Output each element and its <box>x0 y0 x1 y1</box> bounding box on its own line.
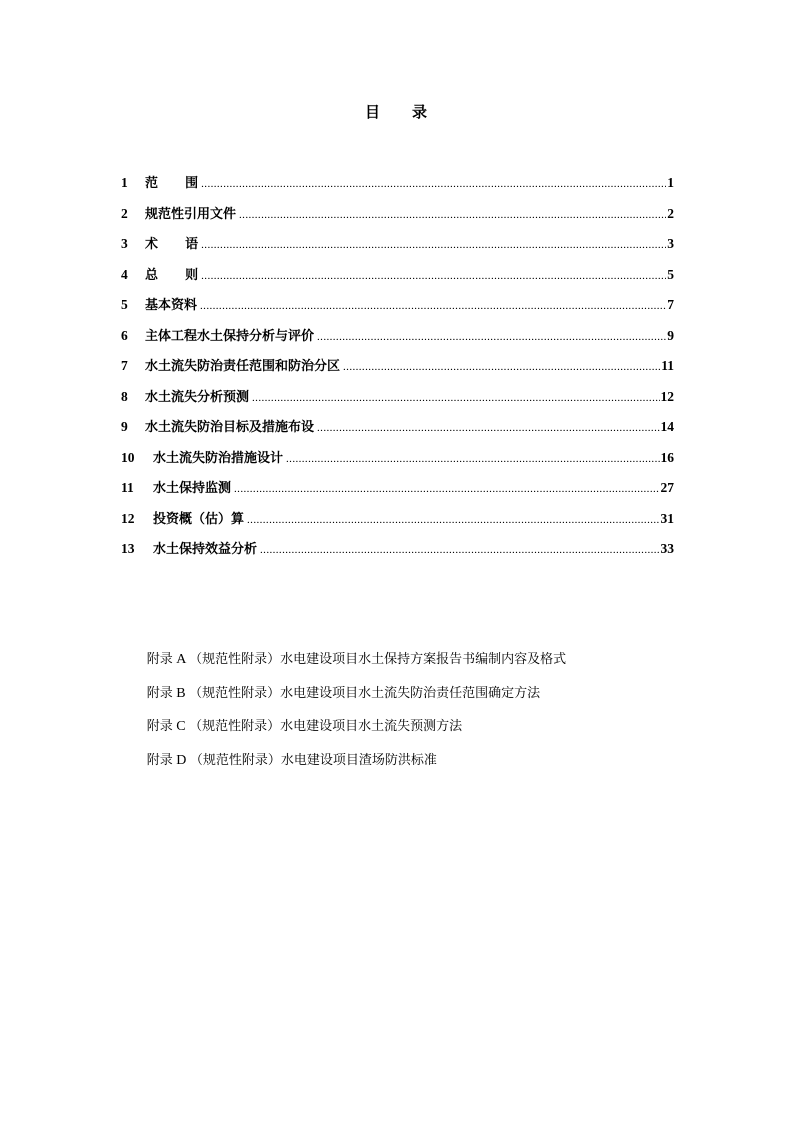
appendix-letter-text: C <box>176 719 186 734</box>
toc-entry-page: 2 <box>667 205 674 221</box>
appendix-list <box>121 632 681 766</box>
toc-entry-page: 5 <box>667 266 674 282</box>
toc-entry[interactable] <box>121 264 674 295</box>
appendix-prefix: 附录 <box>146 752 173 768</box>
toc-entry[interactable] <box>121 447 674 478</box>
toc-entry-label: 水土保持效益分析 <box>153 542 258 557</box>
toc-entry-page: 31 <box>660 510 674 526</box>
appendix-prefix: 附录 <box>146 685 173 701</box>
toc-entry-number: 8 <box>121 388 128 404</box>
appendix-entry[interactable] <box>121 632 681 666</box>
appendix-title: （规范性附录）水电建设项目渣场防洪标准 <box>189 752 437 768</box>
toc-entry-page: 1 <box>667 175 674 190</box>
toc-title-char: 目 <box>364 103 382 121</box>
toc-leader-dots <box>201 178 666 190</box>
toc-entry-label: 水土流失防治责任范围和防治分区 <box>145 359 341 374</box>
appendix-title: （规范性附录）水电建设项目水土流失预测方法 <box>189 719 463 734</box>
toc-leader-dots <box>247 514 659 526</box>
toc-entry-number: 12 <box>121 510 135 526</box>
toc-entry-label: 水土流失防治目标及措施布设 <box>145 420 315 435</box>
toc-entry-page: 33 <box>660 541 674 556</box>
toc-leader-dots <box>200 300 666 312</box>
appendix-letter <box>173 652 189 667</box>
toc-leader-dots <box>201 239 666 251</box>
toc-entry-label: 水土保持监测 <box>153 481 232 496</box>
toc-entry-number: 6 <box>121 327 128 343</box>
toc-entry-number: 11 <box>121 480 134 495</box>
toc-entry-label: 基本资料 <box>145 298 198 313</box>
toc-entry[interactable] <box>121 172 674 203</box>
toc-entry-page: 9 <box>667 327 674 343</box>
appendix-entry[interactable] <box>121 666 681 700</box>
toc-leader-dots <box>343 361 660 373</box>
toc-entry-label: 规范性引用文件 <box>145 206 237 222</box>
toc-entry-number: 2 <box>121 205 128 221</box>
appendix-letter <box>173 719 189 734</box>
toc-leader-dots <box>252 392 659 404</box>
toc-entry-label: 投资概（估）算 <box>153 511 245 527</box>
toc-entry-label: 术 语 <box>145 237 199 252</box>
toc-leader-dots <box>239 209 666 221</box>
toc-leader-dots <box>234 483 659 495</box>
toc-entry[interactable] <box>121 355 674 386</box>
toc-entry-number: 10 <box>121 449 135 465</box>
appendix-title: （规范性附录）水电建设项目水土流失防治责任范围确定方法 <box>189 685 541 701</box>
toc-entry-label: 水土流失防治措施设计 <box>153 450 284 466</box>
toc-title <box>0 101 794 122</box>
toc-leader-dots <box>201 270 666 282</box>
toc-leader-dots <box>317 331 666 343</box>
toc-entry[interactable] <box>121 508 674 539</box>
toc-entry[interactable] <box>121 386 674 417</box>
toc-entry-number: 4 <box>121 266 128 282</box>
toc-entry[interactable] <box>121 294 674 325</box>
appendix-letter-text: A <box>176 652 186 667</box>
toc-entry-number: 5 <box>121 297 128 312</box>
toc-entry[interactable] <box>121 416 674 447</box>
toc-entry-label: 总 则 <box>145 267 199 283</box>
toc-entry-page: 11 <box>661 358 674 373</box>
toc-leader-dots <box>317 422 659 434</box>
toc-entry-number: 9 <box>121 419 128 434</box>
toc-entry-number: 3 <box>121 236 128 251</box>
toc-entry-number: 7 <box>121 358 128 373</box>
appendix-prefix: 附录 <box>146 719 173 734</box>
appendix-entry[interactable] <box>121 699 681 733</box>
toc-entry-label: 水土流失分析预测 <box>145 389 250 405</box>
toc-entry-page: 12 <box>660 388 674 404</box>
appendix-letter-text: D <box>176 752 187 768</box>
appendix-prefix: 附录 <box>146 652 173 667</box>
appendix-letter <box>173 753 190 768</box>
toc-entry[interactable] <box>121 477 674 508</box>
toc-entry-page: 14 <box>660 419 674 434</box>
toc-entry[interactable] <box>121 203 674 234</box>
toc-entry[interactable] <box>121 538 674 569</box>
appendix-title: （规范性附录）水电建设项目水土保持方案报告书编制内容及格式 <box>189 652 567 667</box>
appendix-letter-text: B <box>176 685 186 701</box>
toc-entry-page: 3 <box>667 236 674 251</box>
toc-entry-page: 16 <box>660 449 674 465</box>
toc-entry-label: 范 围 <box>145 176 199 191</box>
toc-title-char: 录 <box>412 103 430 121</box>
toc-entry-number: 1 <box>121 175 128 190</box>
toc-list <box>121 172 674 569</box>
appendix-letter <box>173 686 189 701</box>
toc-entry-page: 7 <box>667 297 674 312</box>
toc-entry[interactable] <box>121 325 674 356</box>
toc-entry[interactable] <box>121 233 674 264</box>
toc-entry-number: 13 <box>121 541 135 556</box>
toc-leader-dots <box>260 544 659 556</box>
toc-entry-page: 27 <box>660 480 674 495</box>
toc-leader-dots <box>286 453 659 465</box>
appendix-entry[interactable] <box>121 733 681 767</box>
toc-entry-label: 主体工程水土保持分析与评价 <box>145 328 315 344</box>
